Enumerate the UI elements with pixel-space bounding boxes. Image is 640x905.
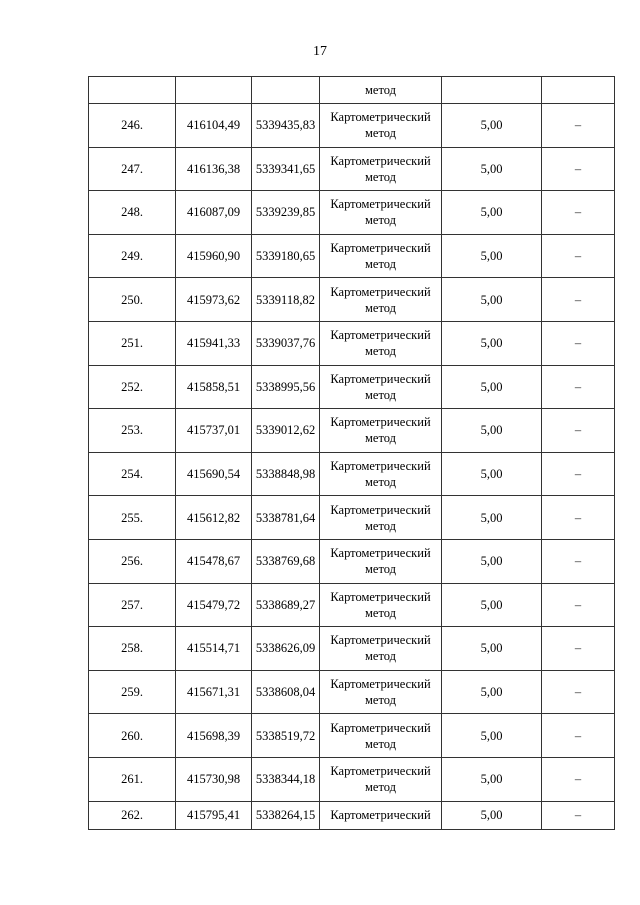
cell-x: 415737,01 [176, 409, 252, 453]
cell-x: 415858,51 [176, 365, 252, 409]
cell-note: – [542, 104, 615, 148]
cell-y: 5338995,56 [252, 365, 320, 409]
cell-y: 5339012,62 [252, 409, 320, 453]
table-row [89, 191, 615, 235]
cell-y: 5339180,65 [252, 234, 320, 278]
cell-note: – [542, 234, 615, 278]
cell-number: 254. [89, 452, 176, 496]
cell-y: 5338519,72 [252, 714, 320, 758]
cell-x: 415795,41 [176, 801, 252, 829]
page-number: 17 [313, 44, 327, 59]
cell-number: 247. [89, 147, 176, 191]
cell-accuracy: 5,00 [442, 234, 542, 278]
cell-note: – [542, 496, 615, 540]
continuation-row [89, 77, 615, 104]
cell-method: Картометрический метод [320, 583, 442, 627]
table-row [89, 757, 615, 801]
cell-method: Картометрический [320, 801, 442, 829]
cell-number: 253. [89, 409, 176, 453]
cell-x: 415690,54 [176, 452, 252, 496]
table-row [89, 714, 615, 758]
cell-accuracy [442, 77, 542, 104]
cell-note: – [542, 583, 615, 627]
cell-method: Картометрический метод [320, 234, 442, 278]
cell-number: 260. [89, 714, 176, 758]
cell-accuracy: 5,00 [442, 278, 542, 322]
cell-number: 259. [89, 670, 176, 714]
cell-x: 416087,09 [176, 191, 252, 235]
cell-y: 5338769,68 [252, 539, 320, 583]
cell-y: 5338608,04 [252, 670, 320, 714]
cell-y: 5338781,64 [252, 496, 320, 540]
table-row [89, 496, 615, 540]
cell-accuracy: 5,00 [442, 627, 542, 671]
cell-number [89, 77, 176, 104]
cell-y: 5339239,85 [252, 191, 320, 235]
cell-y: 5339341,65 [252, 147, 320, 191]
table-row [89, 583, 615, 627]
cell-x [176, 77, 252, 104]
cell-note: – [542, 365, 615, 409]
table-row [89, 627, 615, 671]
cell-accuracy: 5,00 [442, 757, 542, 801]
cell-method: Картометрический метод [320, 496, 442, 540]
cell-accuracy: 5,00 [442, 670, 542, 714]
table-row [89, 452, 615, 496]
cell-accuracy: 5,00 [442, 539, 542, 583]
cell-method: Картометрический метод [320, 757, 442, 801]
coordinates-table [88, 76, 615, 830]
cell-method: Картометрический метод [320, 539, 442, 583]
cell-note: – [542, 627, 615, 671]
cell-number: 255. [89, 496, 176, 540]
cell-x: 416136,38 [176, 147, 252, 191]
cell-x: 415612,82 [176, 496, 252, 540]
cell-number: 246. [89, 104, 176, 148]
table-row [89, 539, 615, 583]
cell-accuracy: 5,00 [442, 104, 542, 148]
cell-x: 415479,72 [176, 583, 252, 627]
cell-note: – [542, 409, 615, 453]
cell-number: 248. [89, 191, 176, 235]
cell-method: Картометрический метод [320, 191, 442, 235]
cell-method: Картометрический метод [320, 147, 442, 191]
cell-x: 415478,67 [176, 539, 252, 583]
cell-accuracy: 5,00 [442, 365, 542, 409]
cell-y: 5338689,27 [252, 583, 320, 627]
cell-number: 257. [89, 583, 176, 627]
table-body [89, 77, 615, 830]
cell-x: 415941,33 [176, 321, 252, 365]
cell-note: – [542, 670, 615, 714]
cell-note: – [542, 191, 615, 235]
cell-note: – [542, 801, 615, 829]
table-row [89, 321, 615, 365]
cell-accuracy: 5,00 [442, 147, 542, 191]
cell-number: 258. [89, 627, 176, 671]
cell-x: 415730,98 [176, 757, 252, 801]
cell-x: 415973,62 [176, 278, 252, 322]
cell-y: 5339118,82 [252, 278, 320, 322]
cell-number: 249. [89, 234, 176, 278]
cell-accuracy: 5,00 [442, 191, 542, 235]
cell-accuracy: 5,00 [442, 583, 542, 627]
cell-accuracy: 5,00 [442, 452, 542, 496]
cell-note: – [542, 714, 615, 758]
cell-y: 5339435,83 [252, 104, 320, 148]
table-row [89, 670, 615, 714]
cell-note: – [542, 321, 615, 365]
cell-accuracy: 5,00 [442, 496, 542, 540]
table-row [89, 801, 615, 829]
table-row [89, 409, 615, 453]
cell-accuracy: 5,00 [442, 321, 542, 365]
cell-method: Картометрический метод [320, 627, 442, 671]
cell-number: 262. [89, 801, 176, 829]
cell-note: – [542, 452, 615, 496]
cell-x: 416104,49 [176, 104, 252, 148]
cell-method: Картометрический метод [320, 714, 442, 758]
cell-method: Картометрический метод [320, 321, 442, 365]
cell-method: метод [320, 77, 442, 104]
table-row [89, 278, 615, 322]
cell-y [252, 77, 320, 104]
cell-note: – [542, 539, 615, 583]
cell-number: 251. [89, 321, 176, 365]
cell-x: 415960,90 [176, 234, 252, 278]
cell-number: 261. [89, 757, 176, 801]
cell-note: – [542, 757, 615, 801]
cell-method: Картометрический метод [320, 452, 442, 496]
cell-y: 5339037,76 [252, 321, 320, 365]
cell-method: Картометрический метод [320, 104, 442, 148]
cell-method: Картометрический метод [320, 670, 442, 714]
cell-number: 252. [89, 365, 176, 409]
cell-x: 415514,71 [176, 627, 252, 671]
table-row [89, 104, 615, 148]
cell-x: 415671,31 [176, 670, 252, 714]
cell-x: 415698,39 [176, 714, 252, 758]
cell-y: 5338626,09 [252, 627, 320, 671]
table-row [89, 234, 615, 278]
cell-note [542, 77, 615, 104]
cell-method: Картометрический метод [320, 365, 442, 409]
cell-note: – [542, 147, 615, 191]
cell-accuracy: 5,00 [442, 801, 542, 829]
cell-method: Картометрический метод [320, 278, 442, 322]
cell-y: 5338264,15 [252, 801, 320, 829]
cell-accuracy: 5,00 [442, 409, 542, 453]
table-row [89, 147, 615, 191]
cell-y: 5338848,98 [252, 452, 320, 496]
cell-number: 250. [89, 278, 176, 322]
cell-y: 5338344,18 [252, 757, 320, 801]
table-row [89, 365, 615, 409]
cell-note: – [542, 278, 615, 322]
cell-method: Картометрический метод [320, 409, 442, 453]
cell-accuracy: 5,00 [442, 714, 542, 758]
cell-number: 256. [89, 539, 176, 583]
